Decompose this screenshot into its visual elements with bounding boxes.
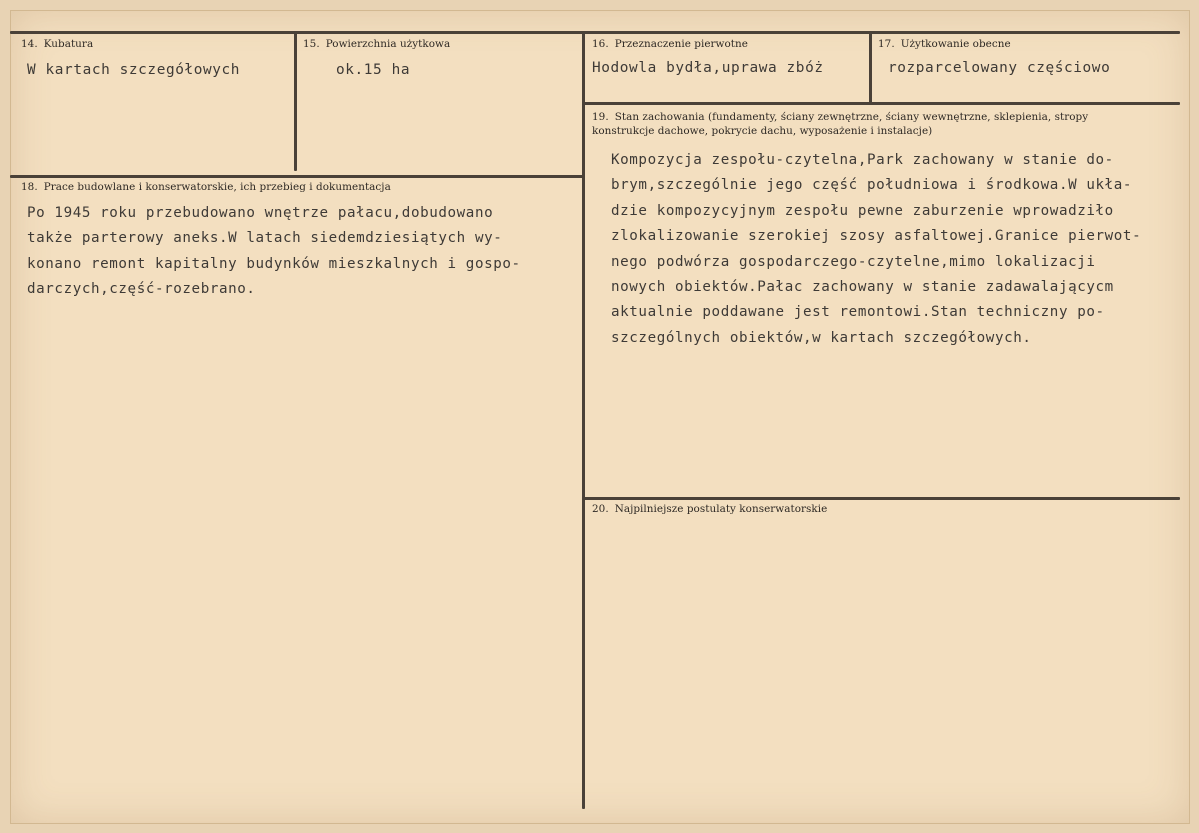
field-18-line: darczych,część-rozebrano.	[27, 281, 256, 298]
field-18-line: Po 1945 roku przebudowano wnętrze pałacu,dobudowano	[27, 205, 494, 221]
field-18-line: także parterowy aneks.W latach siedemdziesiątych wy-	[27, 230, 503, 247]
field-14-label	[21, 37, 93, 51]
field-16-number: 16.	[592, 38, 609, 50]
field-19-line: aktualnie poddawane jest remontowi.Stan techniczny po-	[611, 304, 1105, 321]
field-15-label	[303, 37, 450, 51]
field-14-number: 14.	[21, 38, 38, 50]
field-16-label	[592, 37, 748, 51]
field-16-value: Hodowla bydła,uprawa zbóż	[592, 60, 824, 76]
field-19-line: dzie kompozycyjnym zespołu pewne zaburzenie wprowadziło	[611, 202, 1114, 219]
field-16-title: Przeznaczenie pierwotne	[614, 38, 748, 50]
field-20-title: Najpilniejsze postulaty konserwatorskie	[614, 503, 828, 515]
field-18-title: Prace budowlane i konserwatorskie, ich przebieg i dokumentacja	[43, 181, 391, 193]
top-rule	[10, 31, 1180, 34]
field-14-value: W kartach szczegółowych	[27, 62, 241, 78]
field-19-line: zlokalizowanie szerokiej szosy asfaltowej.Granice pierwot-	[611, 228, 1142, 245]
field-17-title: Użytkowanie obecne	[900, 38, 1011, 50]
field-19-line: szczególnych obiektów,w kartach szczegółowych.	[611, 329, 1032, 346]
field-14-title: Kubatura	[43, 38, 94, 50]
field-17-number: 17.	[878, 38, 895, 50]
field-19-line: Kompozycja zespołu-czytelna,Park zachowany w stanie do-	[611, 152, 1114, 168]
rule-above-19	[584, 102, 1180, 105]
field-19-title: Stan zachowania (fundamenty, ściany zewnętrzne, ściany wewnętrzne, sklepienia, stropy konstrukcje dachowe, pokrycie dachu, wyposażenie i instalacje)	[592, 111, 1089, 137]
field-15-title: Powierzchnia użytkowa	[325, 38, 451, 50]
main-divider	[582, 33, 585, 809]
field-18-label	[21, 180, 391, 194]
field-19-line: nego podwórza gospodarczego-czytelne,mimo lokalizacji	[611, 253, 1096, 270]
field-18-number: 18.	[21, 181, 38, 193]
field-17-value: rozparcelowany częściowo	[888, 60, 1111, 76]
field-20-number: 20.	[592, 503, 609, 515]
divider-14-15	[294, 33, 297, 171]
field-15-number: 15.	[303, 38, 320, 50]
field-19-text	[611, 148, 1141, 351]
field-18-line: konano remont kapitalny budynków mieszkalnych i gospo-	[27, 255, 521, 272]
field-15-value: ok.15 ha	[336, 62, 411, 78]
divider-16-17	[869, 33, 872, 103]
rule-above-20	[584, 497, 1180, 500]
field-19-number: 19.	[592, 111, 609, 123]
rule-above-18	[10, 175, 584, 178]
field-19-line: brym,szczególnie jego część południowa i środkowa.W ukła-	[611, 177, 1133, 194]
field-19-label	[592, 110, 1152, 138]
field-17-label	[878, 37, 1011, 51]
field-20-label	[592, 502, 827, 516]
field-19-line: nowych obiektów.Pałac zachowany w stanie zadawalającycm	[611, 279, 1114, 296]
field-18-text	[27, 201, 521, 303]
